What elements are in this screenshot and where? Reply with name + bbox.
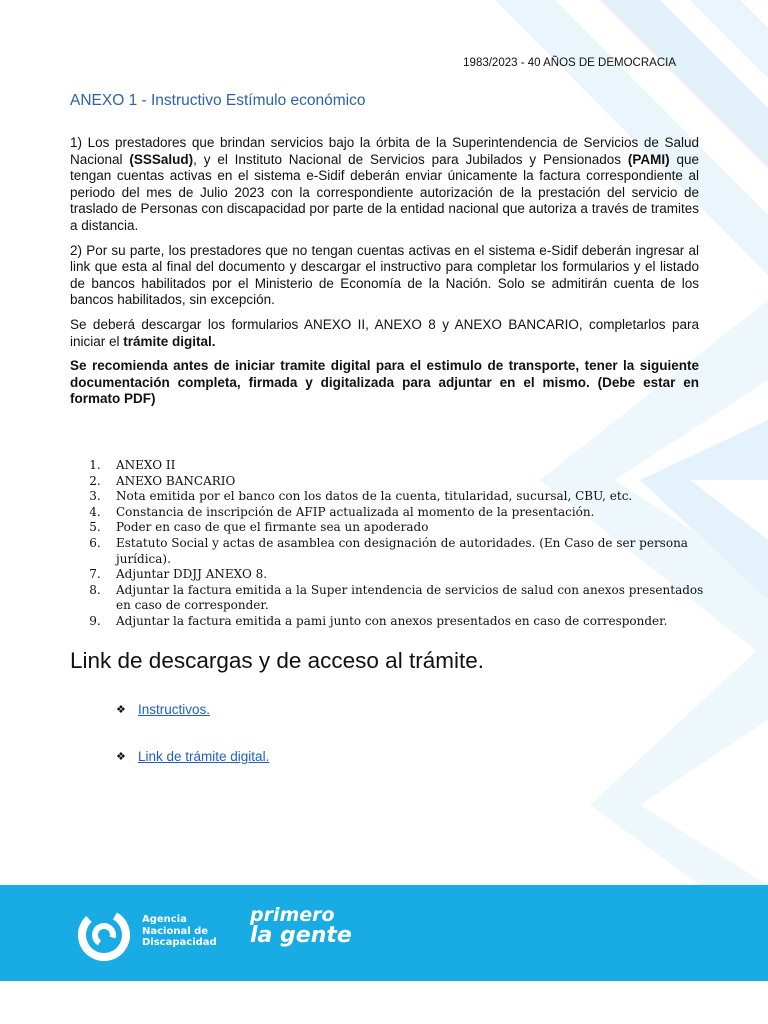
list-item-text: Adjuntar la factura emitida a pami junto con anexos presentados en caso de corresponder. (116, 613, 668, 628)
list-item-text: Constancia de inscripción de AFIP actualizada al momento de la presentación. (116, 504, 595, 519)
required-documents-list (70, 458, 710, 630)
slogan (250, 905, 352, 946)
document-list-item (70, 536, 710, 567)
recommendation-paragraph: Se recomienda antes de iniciar tramite digital para el estimulo de transporte, tener la siguiente documentación completa, firmada y digitalizada para adjuntar en el mismo. (Debe estar en formato PDF) (70, 358, 699, 407)
document-list-item (70, 505, 710, 521)
agency-logo-icon (76, 907, 132, 963)
header-note: 1983/2023 - 40 AÑOS DE DEMOCRACIA (463, 57, 676, 69)
list-item-text: Estatuto Social y actas de asamblea con designación de autoridades. (En Caso de ser persona jurídica). (116, 535, 688, 566)
list-item-number: 9. (89, 613, 116, 628)
tramite-digital-link[interactable]: Link de trámite digital. (138, 749, 270, 764)
paragraph-1 (70, 135, 699, 235)
agency-line-2: Nacional de (142, 925, 209, 937)
agency-line-1: Agencia (142, 914, 187, 925)
slogan-line-2: la gente (250, 923, 352, 948)
diamond-bullet-icon: ❖ (116, 751, 126, 763)
list-item-text: Poder en caso de que el firmante sea un apoderado (116, 520, 429, 535)
list-item-number: 1. (89, 458, 116, 472)
list-item-number: 5. (89, 520, 116, 535)
link-item-tramite-digital (116, 749, 269, 764)
list-item-text: Adjuntar DDJJ ANEXO 8. (116, 567, 268, 582)
agency-name (142, 914, 217, 949)
paragraph-2: 2) Por su parte, los prestadores que no tengan cuentas activas en el sistema e-Sidif deberán ingresar al link que esta al final del documento y descargar el instructivo para completar los formularios y el listado de bancos habilitados por el Ministerio de Economía de la Nación. Solo se admitirán cuenta de los bancos habilitados, sin excepción. (70, 242, 699, 308)
list-item-text: ANEXO BANCARIO (116, 473, 236, 488)
list-item-text: Nota emitida por el banco con los datos de la cuenta, titularidad, sucursal, CBU, etc. (116, 489, 633, 504)
annex-title: ANEXO 1 - Instructivo Estímulo económico (70, 92, 366, 109)
document-list-item (70, 474, 710, 490)
list-item-text: ANEXO II (116, 458, 176, 472)
paragraph-1-text-c: , y el Instituto Nacional de Servicios para Jubilados y Pensionados (193, 151, 628, 167)
list-item-number: 4. (89, 504, 116, 519)
document-body (70, 135, 699, 416)
document-list-item (70, 520, 710, 536)
paragraph-3-text: Se deberá descargar los formularios ANEXO II, ANEXO 8 y ANEXO BANCARIO, completarlos para iniciar el (70, 316, 699, 349)
paragraph-1-text-a: 1) Los prestadores que brindan servicios bajo la órbita de la Superintendencia de Servicios de Salud Nacional (70, 135, 699, 167)
agency-line-3: Discapacidad (142, 937, 217, 948)
footer-banner (0, 885, 768, 981)
link-item-instructivos (116, 702, 210, 717)
slogan-line-1: primero (250, 904, 335, 926)
tramite-digital-bold: trámite digital. (123, 333, 216, 349)
sssalud-bold: (SSSalud) (129, 151, 194, 167)
document-list-item (70, 489, 710, 505)
links-section-title: Link de descargas y de acceso al trámite. (70, 648, 484, 673)
list-item-number: 3. (89, 489, 116, 504)
document-list-item (70, 583, 710, 614)
list-item-number: 2. (89, 473, 116, 488)
document-list-item (70, 458, 710, 474)
list-item-number: 7. (89, 567, 116, 582)
paragraph-1-text-e: que tengan cuentas activas en el sistema e-Sidif deberán enviar únicamente la factura correspondiente al periodo del mes de Julio 2023 con la correspondiente autorización de la prestación del servicio de traslado de Personas con discapacidad por parte de la entidad nacional que autoriza a través de tramites a distancia. (70, 151, 699, 233)
paragraph-3 (70, 317, 699, 350)
document-list-item (70, 614, 710, 630)
list-item-number: 8. (89, 582, 116, 597)
document-list-item (70, 567, 710, 583)
pami-bold: (PAMI) (627, 151, 670, 167)
list-item-number: 6. (89, 535, 116, 550)
list-item-text: Adjuntar la factura emitida a la Super intendencia de servicios de salud con anexos presentados en caso de corresponder. (116, 582, 704, 613)
instructivos-link[interactable]: Instructivos. (138, 702, 211, 717)
diamond-bullet-icon: ❖ (116, 704, 126, 716)
